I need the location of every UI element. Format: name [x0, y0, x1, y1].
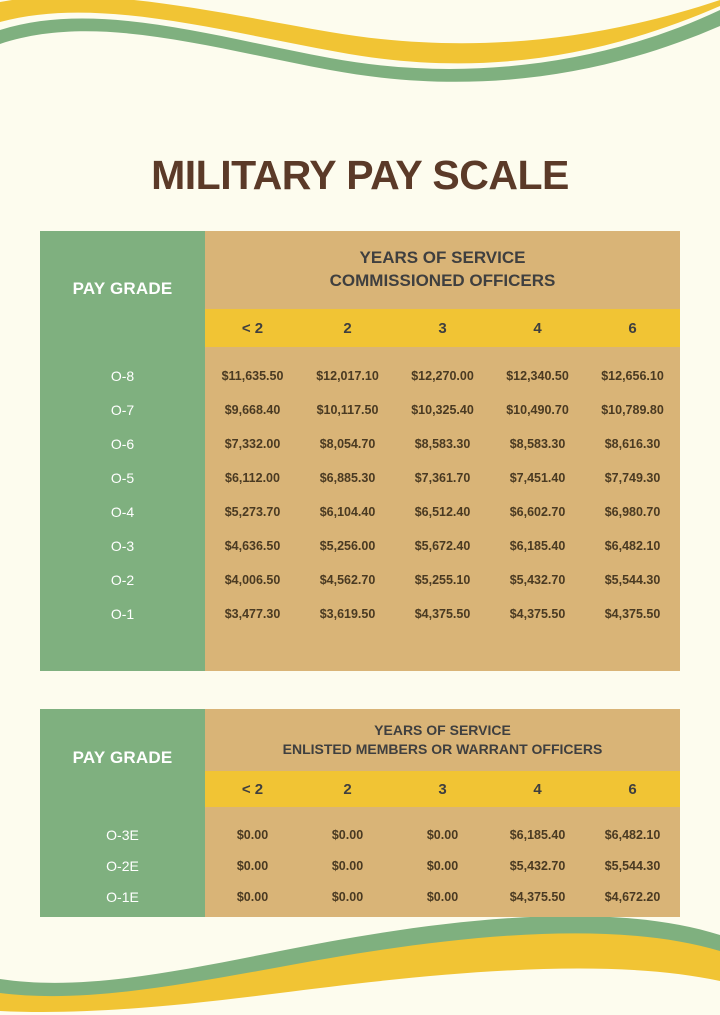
pay-cell: $4,375.50: [509, 607, 566, 621]
pay-grade-list: [40, 347, 205, 671]
year-column-header: 4: [533, 319, 542, 337]
pay-cell: $5,432.70: [509, 858, 566, 873]
year-column-header: 2: [343, 319, 352, 337]
pay-cell: $10,117.50: [316, 403, 379, 417]
pay-cell: $4,562.70: [319, 573, 376, 587]
pay-grade-cell: O-1: [110, 606, 135, 622]
table-row: [205, 529, 680, 563]
pay-grade-cell: O-4: [110, 504, 135, 520]
pay-cell: $0.00: [236, 858, 269, 873]
pay-cell: $0.00: [426, 827, 459, 842]
years-of-service-title-line1: YEARS OF SERVICE: [374, 722, 511, 739]
year-column-header: < 2: [241, 319, 264, 337]
pay-rows: [205, 347, 680, 671]
pay-cell: $4,375.50: [604, 607, 661, 621]
pay-cell: $0.00: [331, 858, 364, 873]
pay-cell: $8,054.70: [319, 437, 376, 451]
pay-grade-cell: O-3: [110, 538, 135, 554]
table-row: [205, 850, 680, 881]
pay-data-column: [205, 709, 680, 917]
pay-cell: $10,789.80: [601, 403, 664, 417]
year-column-header: < 2: [241, 780, 264, 798]
pay-cell: $6,185.40: [509, 539, 566, 553]
pay-table-commissioned-officers: [40, 231, 680, 671]
pay-cell: $6,885.30: [319, 471, 376, 485]
pay-cell: $5,255.10: [414, 573, 471, 587]
pay-cell: $0.00: [236, 889, 269, 904]
table-row: [205, 819, 680, 850]
pay-cell: $6,104.40: [319, 505, 376, 519]
pay-grade-cell: O-7: [110, 402, 135, 418]
pay-cell: $0.00: [331, 827, 364, 842]
pay-grade-cell: O-8: [110, 368, 135, 384]
pay-cell: $4,375.50: [414, 607, 471, 621]
table-row: [205, 563, 680, 597]
pay-rows: [205, 807, 680, 917]
pay-grade-column: [40, 709, 205, 917]
pay-cell: $0.00: [426, 858, 459, 873]
year-column-header: 6: [628, 780, 637, 798]
pay-cell: $8,616.30: [604, 437, 661, 451]
pay-cell: $6,602.70: [509, 505, 566, 519]
pay-grade-list: [40, 807, 205, 917]
pay-cell: $11,635.50: [221, 369, 284, 383]
pay-cell: $10,325.40: [411, 403, 474, 417]
pay-cell: $7,332.00: [224, 437, 281, 451]
years-of-service-title-line2: ENLISTED MEMBERS OR WARRANT OFFICERS: [282, 741, 603, 757]
years-of-service-title-line2: COMMISSIONED OFFICERS: [329, 271, 556, 290]
pay-cell: $7,451.40: [509, 471, 566, 485]
table-row: [205, 461, 680, 495]
pay-cell: $0.00: [426, 889, 459, 904]
pay-cell: $6,482.10: [604, 539, 661, 553]
pay-grade-cell: O-3E: [106, 826, 139, 843]
pay-cell: $4,636.50: [224, 539, 281, 553]
year-column-header: 6: [628, 319, 637, 337]
pay-cell: $12,656.10: [601, 369, 664, 383]
pay-grade-header: PAY GRADE: [72, 748, 173, 767]
pay-cell: $6,512.40: [414, 505, 471, 519]
pay-cell: $10,490.70: [506, 403, 569, 417]
pay-cell: $12,270.00: [411, 369, 474, 383]
pay-cell: $5,544.30: [604, 858, 661, 873]
years-of-service-header: [205, 231, 680, 309]
table-row: [205, 597, 680, 631]
pay-cell: $5,544.30: [604, 573, 661, 587]
year-column-header: 2: [343, 780, 352, 798]
years-column-headers: [205, 309, 680, 347]
pay-cell: $8,583.30: [414, 437, 471, 451]
pay-grade-cell: O-2E: [106, 857, 139, 874]
years-of-service-header: [205, 709, 680, 771]
pay-cell: $4,006.50: [224, 573, 281, 587]
pay-cell: $5,256.00: [319, 539, 376, 553]
pay-cell: $3,619.50: [319, 607, 376, 621]
pay-cell: $4,672.20: [604, 889, 661, 904]
year-column-header: 3: [438, 319, 447, 337]
pay-cell: $0.00: [331, 889, 364, 904]
pay-cell: $6,112.00: [225, 471, 280, 485]
year-column-header: 3: [438, 780, 447, 798]
pay-grade-column: [40, 231, 205, 671]
years-of-service-title-line1: YEARS OF SERVICE: [359, 248, 526, 268]
pay-cell: $0.00: [236, 827, 269, 842]
pay-cell: $7,749.30: [604, 471, 661, 485]
pay-cell: $12,017.10: [316, 369, 379, 383]
table-row: [205, 359, 680, 393]
pay-grade-header: PAY GRADE: [72, 279, 173, 298]
pay-cell: $5,432.70: [509, 573, 566, 587]
years-column-headers: [205, 771, 680, 807]
pay-grade-cell: O-2: [110, 572, 135, 588]
pay-cell: $5,672.40: [414, 539, 471, 553]
table-row: [205, 427, 680, 461]
pay-grade-cell: O-1E: [106, 888, 139, 905]
pay-cell: $3,477.30: [224, 607, 281, 621]
pay-cell: $4,375.50: [509, 889, 566, 904]
pay-grade-cell: O-6: [110, 436, 135, 452]
pay-cell: $8,583.30: [509, 437, 566, 451]
pay-data-column: [205, 231, 680, 671]
year-column-header: 4: [533, 780, 542, 798]
pay-cell: $12,340.50: [506, 369, 569, 383]
top-wave-decoration: [0, 0, 720, 120]
pay-cell: $6,185.40: [509, 827, 566, 842]
pay-cell: $7,361.70: [414, 471, 471, 485]
page-title: MILITARY PAY SCALE: [151, 152, 569, 198]
pay-table-enlisted-warrant-officers: [40, 709, 680, 917]
pay-grade-cell: O-5: [110, 470, 135, 486]
table-row: [205, 881, 680, 912]
table-row: [205, 495, 680, 529]
pay-cell: $5,273.70: [224, 505, 281, 519]
pay-cell: $6,980.70: [604, 505, 661, 519]
pay-cell: $9,668.40: [224, 403, 281, 417]
pay-cell: $6,482.10: [604, 827, 661, 842]
table-row: [205, 393, 680, 427]
